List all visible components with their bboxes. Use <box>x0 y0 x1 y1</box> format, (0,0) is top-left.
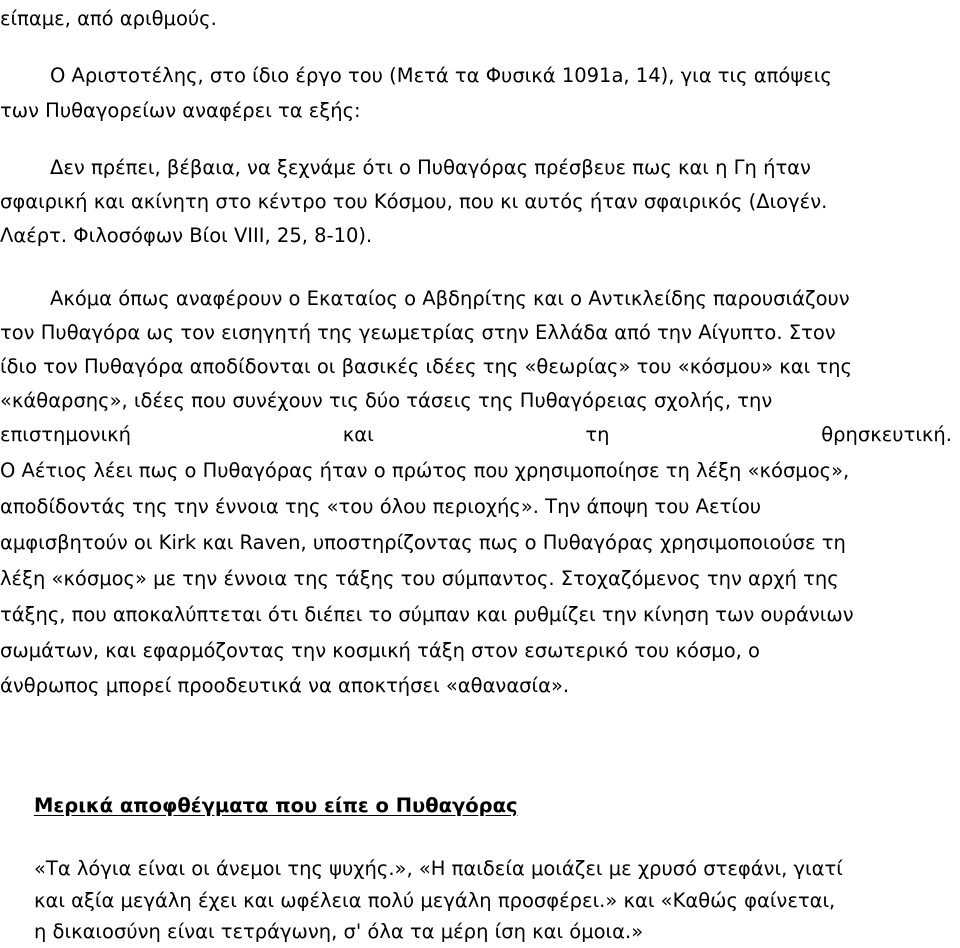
text-line: Ο Αριστοτέλης, στο ίδιο έργο του (Μετά τα Φυσικά 1091a, 14), για τις απόψεις <box>50 64 832 87</box>
text-line: τάξης, που αποκαλύπτεται ότι διέπει το σύμπαν και ρυθμίζει την κίνηση των ουράνιων <box>0 603 854 626</box>
text-word: τη <box>585 423 610 446</box>
section-heading: Μερικά αποφθέγματα που είπε ο Πυθαγόρας <box>34 794 518 817</box>
text-line: «κάθαρσης», ιδέες που συνέχουν τις δύο τάσεις της Πυθαγόρειας σχολής, την <box>0 389 773 412</box>
text-line: Ακόμα όπως αναφέρουν ο Εκαταίος ο Αβδηρίτης και ο Αντικλείδης παρουσιάζουν <box>50 287 850 310</box>
text-line: λέξη «κόσμος» με την έννοια της τάξης του σύμπαντος. Στοχαζόμενος την αρχή της <box>0 567 839 590</box>
text-word: και <box>342 423 374 446</box>
text-line: αποδίδοντάς της την έννοια της «του όλου περιοχής». Την άποψη του Αετίου <box>0 495 762 518</box>
text-word: επιστημονική <box>0 423 132 446</box>
text-word: θρησκευτική. <box>821 423 952 446</box>
text-line: ίδιο τον Πυθαγόρα αποδίδονται οι βασικές ιδέες της «θεωρίας» του «κόσμου» και της <box>0 355 852 378</box>
text-line: σωμάτων, και εφαρμόζοντας την κοσμική τάξη στον εσωτερικό του κόσμο, ο <box>0 639 760 662</box>
justified-line <box>0 420 952 450</box>
text-line: άνθρωπος μπορεί προοδευτικά να αποκτήσει «αθανασία». <box>0 674 570 697</box>
text-line: είπαμε, από αριθμούς. <box>0 7 217 30</box>
quote-line: «Τα λόγια είναι οι άνεμοι της ψυχής.», «Η παιδεία μοιάζει με χρυσό στεφάνι, γιατί <box>34 857 843 880</box>
text-line: τον Πυθαγόρα ως τον εισηγητή της γεωμετρίας στην Ελλάδα από την Αίγυπτο. Στον <box>0 321 836 344</box>
text-line: αμφισβητούν οι Kirk και Raven, υποστηρίζοντας πως ο Πυθαγόρας χρησιμοποιούσε τη <box>0 531 846 554</box>
text-line: Λαέρτ. Φιλοσόφων Βίοι VIII, 25, 8-10). <box>0 224 373 247</box>
text-line: Ο Αέτιος λέει πως ο Πυθαγόρας ήταν ο πρώτος που χρησιμοποίησε τη λέξη «κόσμος», <box>0 459 850 482</box>
text-line: σφαιρική και ακίνητη στο κέντρο του Κόσμου, που κι αυτός ήταν σφαιρικός (Διογέν. <box>0 190 828 213</box>
text-line: των Πυθαγορείων αναφέρει τα εξής: <box>0 99 361 122</box>
quote-line: και αξία μεγάλη έχει και ωφέλεια πολύ μεγάλη προσφέρει.» και «Καθώς φαίνεται, <box>34 889 836 912</box>
text-line: Δεν πρέπει, βέβαια, να ξεχνάμε ότι ο Πυθαγόρας πρέσβευε πως και η Γη ήταν <box>50 156 811 179</box>
quote-line: η δικαιοσύνη είναι τετράγωνη, σ' όλα τα μέρη ίση και όμοια.» <box>34 920 644 943</box>
